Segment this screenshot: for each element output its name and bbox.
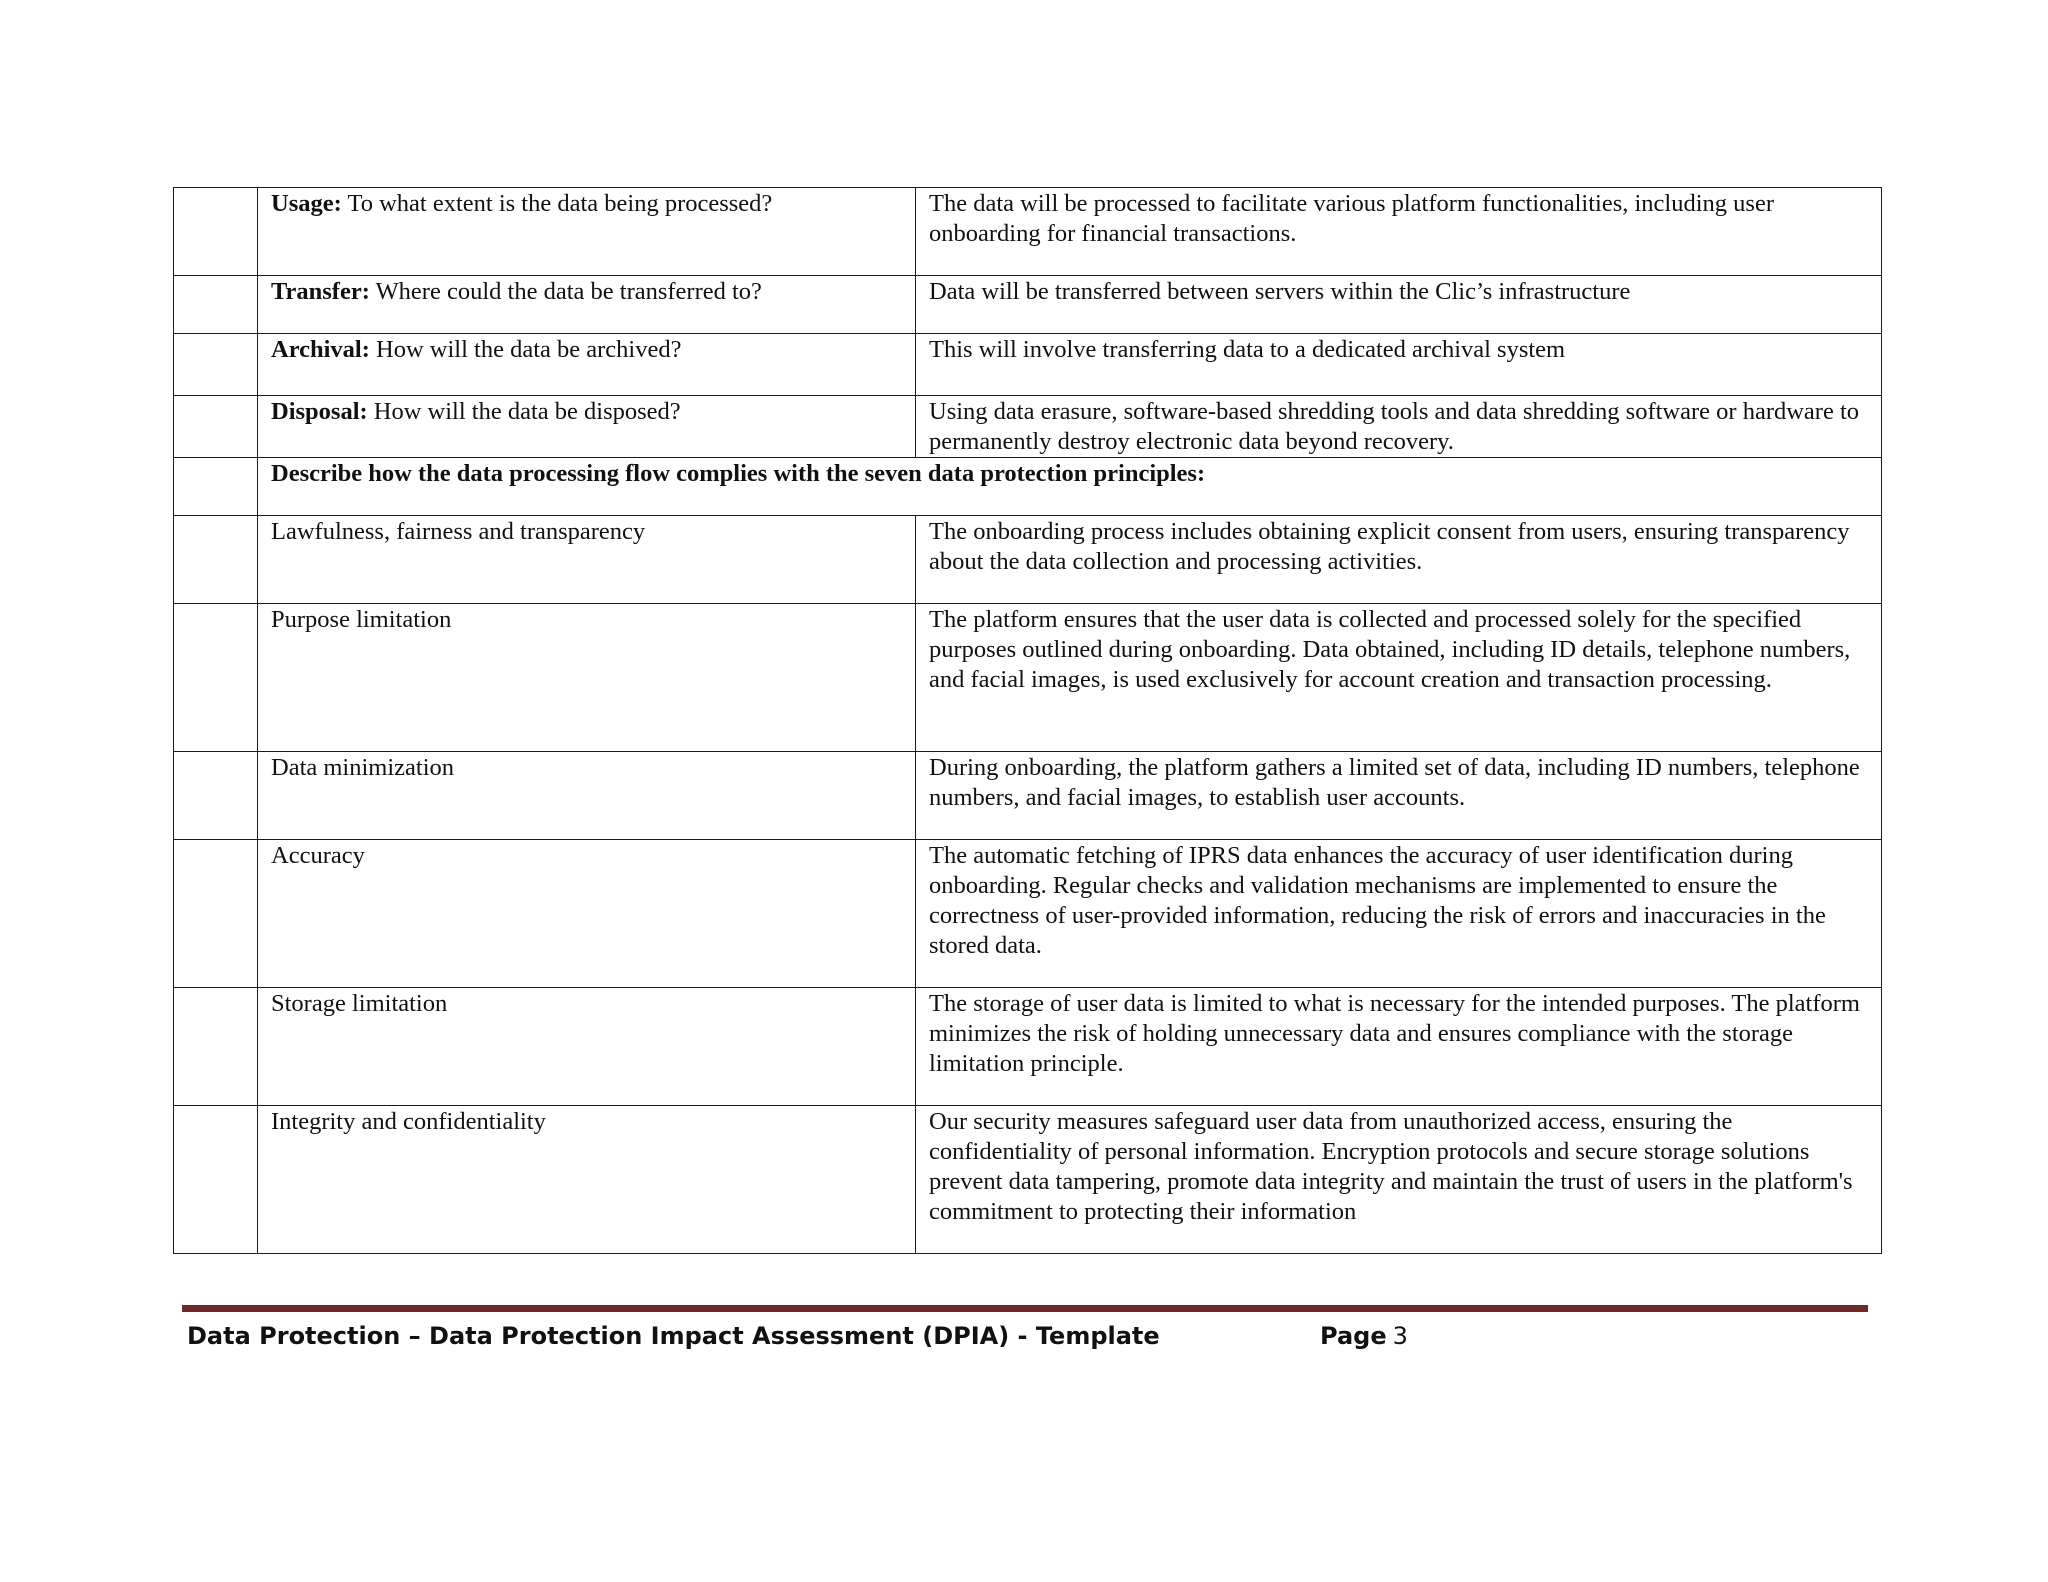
page-label: Page <box>1320 1322 1387 1350</box>
footer-rule <box>182 1305 1868 1312</box>
row-number-cell <box>174 396 258 458</box>
table-row <box>174 988 1882 1106</box>
principle-answer: Our security measures safeguard user data from unauthorized access, ensuring the confidentiality of personal information. Encryption protocols and secure storage solutions prevent data tampering, promote data integrity and maintain the trust of users in the platform's commitment to protecting their information <box>916 1106 1882 1254</box>
principle-answer: The platform ensures that the user data is collected and processed solely for the specified purposes outlined during onboarding. Data obtained, including ID details, telephone numbers, and facial images, is used exclusively for account creation and transaction processing. <box>916 604 1882 752</box>
table-row <box>174 840 1882 988</box>
dpia-table <box>173 187 1882 1254</box>
principle-name: Storage limitation <box>258 988 916 1106</box>
lifecycle-question-cell <box>258 396 916 458</box>
row-number-cell <box>174 188 258 276</box>
lifecycle-label: Archival: <box>271 336 370 363</box>
lifecycle-label: Disposal: <box>271 398 368 425</box>
lifecycle-answer: This will involve transferring data to a dedicated archival system <box>916 334 1882 396</box>
principle-answer: The storage of user data is limited to what is necessary for the intended purposes. The platform minimizes the risk of holding unnecessary data and ensures compliance with the storage limitation principle. <box>916 988 1882 1106</box>
lifecycle-question-cell <box>258 188 916 276</box>
table-row <box>174 334 1882 396</box>
principle-name: Lawfulness, fairness and transparency <box>258 516 916 604</box>
row-number-cell <box>174 458 258 516</box>
row-number-cell <box>174 334 258 396</box>
row-number-cell <box>174 840 258 988</box>
row-number-cell <box>174 516 258 604</box>
lifecycle-answer: The data will be processed to facilitate various platform functionalities, including user onboarding for financial transactions. <box>916 188 1882 276</box>
row-number-cell <box>174 988 258 1106</box>
principle-answer: The automatic fetching of IPRS data enhances the accuracy of user identification during onboarding. Regular checks and validation mechanisms are implemented to ensure the correctness of user-provided information, reducing the risk of errors and inaccuracies in the stored data. <box>916 840 1882 988</box>
principle-name: Purpose limitation <box>258 604 916 752</box>
row-number-cell <box>174 276 258 334</box>
table-row <box>174 276 1882 334</box>
lifecycle-answer: Data will be transferred between servers within the Clic’s infrastructure <box>916 276 1882 334</box>
lifecycle-question: To what extent is the data being processed? <box>347 190 773 217</box>
principles-heading-text: Describe how the data processing flow complies with the seven data protection principles: <box>271 460 1206 487</box>
table-row <box>174 604 1882 752</box>
row-number-cell <box>174 752 258 840</box>
lifecycle-question: How will the data be disposed? <box>373 398 681 425</box>
table-row <box>174 516 1882 604</box>
principles-heading <box>258 458 1882 516</box>
footer-page <box>1320 1322 1408 1350</box>
table-row <box>174 752 1882 840</box>
row-number-cell <box>174 604 258 752</box>
table-row <box>174 396 1882 458</box>
row-number-cell <box>174 1106 258 1254</box>
principle-answer: During onboarding, the platform gathers a limited set of data, including ID numbers, telephone numbers, and facial images, to establish user accounts. <box>916 752 1882 840</box>
principle-name: Integrity and confidentiality <box>258 1106 916 1254</box>
principle-name: Accuracy <box>258 840 916 988</box>
principle-name: Data minimization <box>258 752 916 840</box>
table-row <box>174 188 1882 276</box>
lifecycle-question: How will the data be archived? <box>376 336 682 363</box>
table-row <box>174 1106 1882 1254</box>
principle-answer: The onboarding process includes obtaining explicit consent from users, ensuring transparency about the data collection and processing activities. <box>916 516 1882 604</box>
lifecycle-question: Where could the data be transferred to? <box>375 278 762 305</box>
lifecycle-label: Usage: <box>271 190 342 217</box>
lifecycle-question-cell <box>258 276 916 334</box>
footer-title: Data Protection – Data Protection Impact Assessment (DPIA) - Template <box>187 1322 1160 1350</box>
lifecycle-question-cell <box>258 334 916 396</box>
table-row <box>174 458 1882 516</box>
lifecycle-answer: Using data erasure, software-based shredding tools and data shredding software or hardware to permanently destroy electronic data beyond recovery. <box>916 396 1882 458</box>
lifecycle-label: Transfer: <box>271 278 370 305</box>
page-number: 3 <box>1392 1322 1408 1350</box>
